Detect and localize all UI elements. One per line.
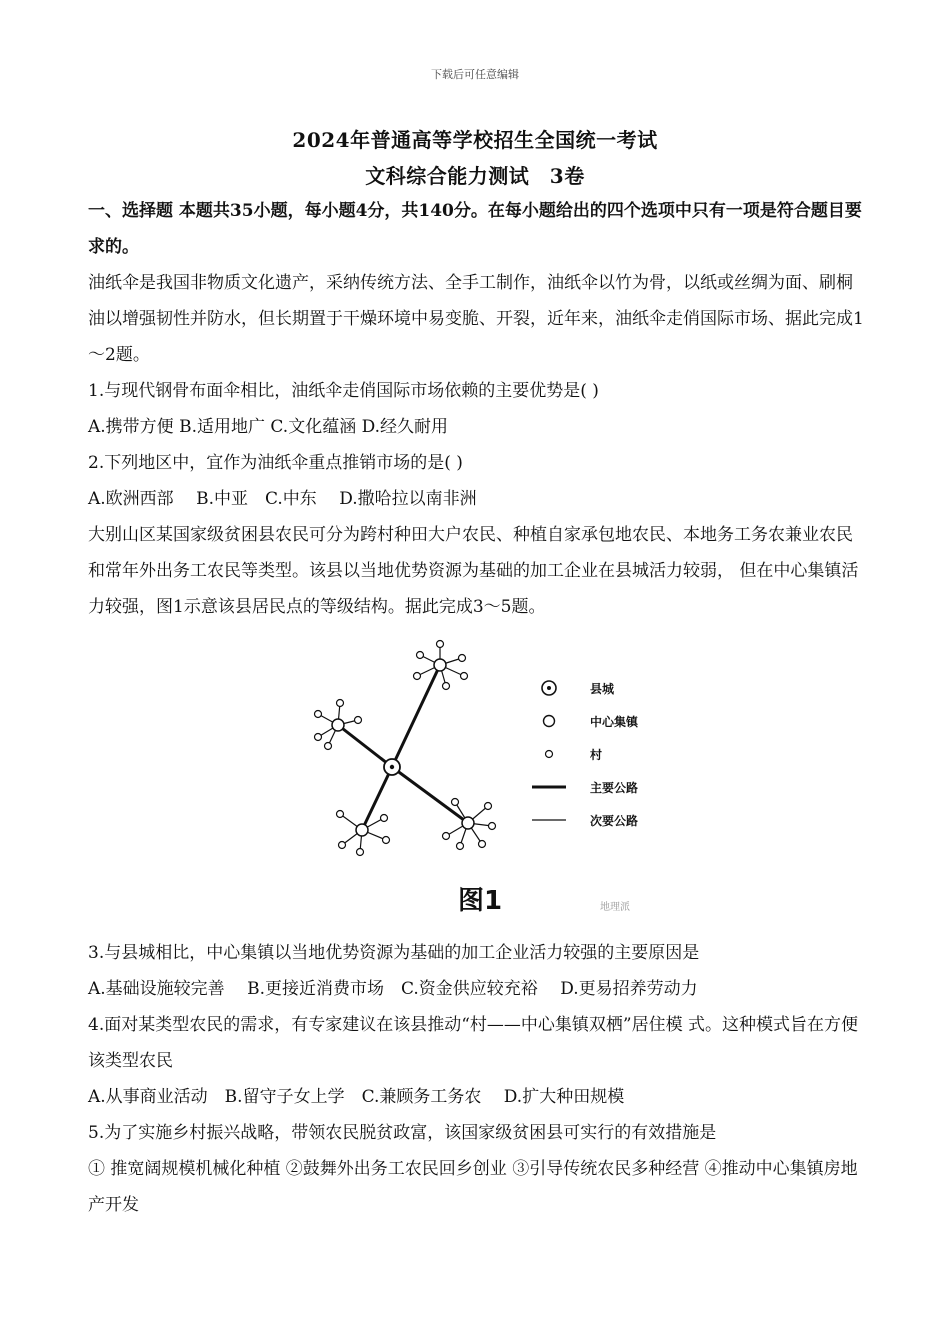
upper-content — [88, 193, 868, 625]
question-3: 3.与县城相比，中心集镇以当地优势资源为基础的加工企业活力较强的主要原因是 — [88, 943, 700, 963]
settlement-diagram — [300, 630, 532, 870]
lower-content — [88, 935, 868, 1223]
page-subtitle: 文科综合能力测试 3卷 — [365, 164, 585, 188]
question-2: 2.下列地区中，宜作为油纸伞重点推销市场的是( ) — [88, 453, 463, 473]
main-road-symbol-icon — [532, 777, 566, 797]
passage-2: 大别山区某国家级贫困县农民可分为跨村种田大户农民、种植自家承包地农民、本地务工务农兼业农民和常年外出务工农民等类型。该县以当地优势资源为基础的加工企业在县城活力较弱， 但在中心集镇活力较强，图1示意该县居民点的等级结构。据此完成3～5题。 — [88, 525, 859, 617]
question-3-options: A.基础设施较完善 B.更接近消费市场 C.资金供应较充裕 D.更易招养劳动力 — [88, 979, 698, 999]
watermark: 地理派 — [600, 902, 630, 913]
figure-1 — [300, 630, 660, 920]
section-heading: 一、选择题 本题共35小题，每小题4分，共140分。在每小题给出的四个选项中只有一项是符合题目要求的。 — [88, 201, 862, 257]
question-2-options: A.欧洲西部 B.中亚 C.中东 D.撒哈拉以南非洲 — [88, 489, 477, 509]
question-1: 1.与现代钢骨布面伞相比，油纸伞走俏国际市场依赖的主要优势是( ) — [88, 381, 599, 401]
question-5: 5.为了实施乡村振兴战略，带领农民脱贫政富，该国家级贫困县可实行的有效措施是 — [88, 1123, 717, 1143]
legend-main-road-label: 主要公路 — [590, 781, 639, 795]
page-title: 2024年普通高等学校招生全国统一考试 — [292, 128, 658, 152]
minor-road-symbol-icon — [532, 810, 566, 830]
figure-caption: 图1 — [458, 886, 503, 916]
legend-main-road — [532, 777, 662, 797]
main-road — [338, 725, 392, 767]
central-towns — [332, 659, 474, 836]
legend-county-label: 县城 — [590, 682, 615, 696]
main-road — [362, 767, 392, 830]
village-symbol-icon — [532, 744, 566, 764]
question-5-statements: ① 推宽阔规模机械化种植 ②鼓舞外出务工农民回乡创业 ③引导传统农民多种经营 ④推动中心集镇房地产开发 — [88, 1159, 858, 1215]
legend-minor-road — [532, 810, 662, 830]
passage-1: 油纸伞是我国非物质文化遗产，采纳传统方法、全手工制作，油纸伞以竹为骨，以纸或丝绸为面、刷桐油以增强韧性并防水，但长期置于干燥环境中易变脆、开裂，近年来，油纸伞走俏国际市场、据此完成1～2题。 — [88, 273, 864, 365]
legend-village — [532, 744, 662, 764]
county-symbol-icon — [532, 678, 566, 698]
legend-town — [532, 711, 662, 731]
legend-county — [532, 678, 662, 698]
town-symbol-icon — [532, 711, 566, 731]
question-4-options: A.从事商业活动 B.留守子女上学 C.兼顾务工务农 D.扩大种田规模 — [88, 1087, 625, 1107]
main-road — [392, 665, 440, 767]
legend-minor-road-label: 次要公路 — [590, 814, 639, 828]
legend-village-label: 村 — [590, 748, 603, 762]
header-note: 下载后可任意编辑 — [431, 68, 519, 81]
question-1-options: A.携带方便 B.适用地广 C.文化蕴涵 D.经久耐用 — [88, 417, 449, 437]
main-road — [392, 767, 468, 823]
legend-town-label: 中心集镇 — [590, 715, 639, 729]
question-4: 4.面对某类型农民的需求，有专家建议在该县推动“村——中心集镇双栖”居住模 式。这种模式旨在方便该类型农民 — [88, 1015, 859, 1071]
county-seat — [384, 759, 400, 775]
